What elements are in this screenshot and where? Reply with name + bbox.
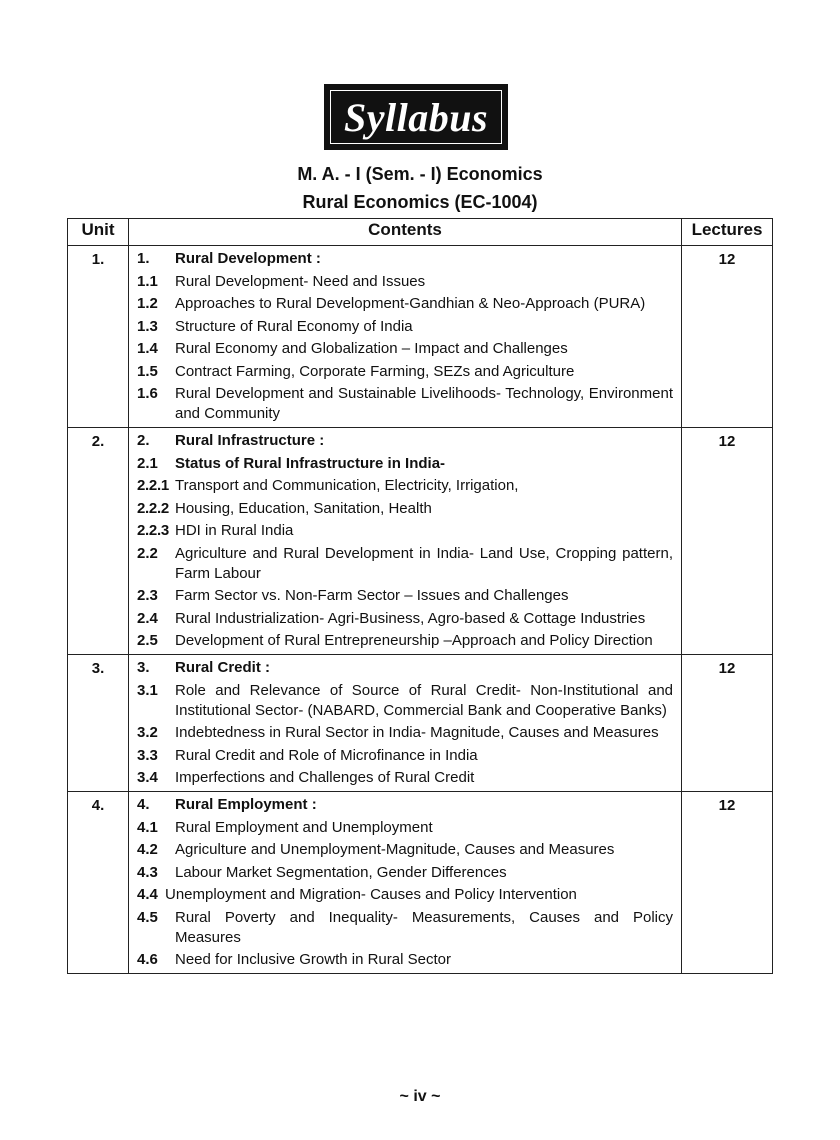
topic-number: 4.1	[137, 818, 158, 836]
topic-text: Approaches to Rural Development-Gandhian & Neo-Approach (PURA)	[175, 295, 646, 312]
header-unit: Unit	[68, 219, 129, 246]
topic-text: Need for Inclusive Growth in Rural Sector	[175, 951, 451, 968]
topic-item	[137, 681, 673, 721]
banner-title: Syllabus	[343, 94, 489, 140]
topic-text: Indebtedness in Rural Sector in India- Magnitude, Causes and Measures	[175, 724, 659, 741]
unit-contents	[129, 792, 682, 974]
topic-number: 2.4	[137, 609, 158, 627]
topic-heading	[137, 454, 673, 474]
topic-number: 1.1	[137, 272, 158, 290]
course-title: M. A. - I (Sem. - I) Economics	[297, 164, 543, 184]
unit-number: 4.	[68, 792, 129, 974]
topic-item	[137, 339, 673, 359]
topic-number: 2.2.1	[137, 477, 169, 494]
topic-item	[137, 885, 673, 905]
topic-number: 3.1	[137, 681, 158, 699]
table-row	[68, 792, 773, 974]
topic-number: 4.2	[137, 841, 158, 858]
syllabus-banner	[324, 84, 508, 150]
topic-item	[137, 362, 673, 382]
syllabus-table	[67, 218, 773, 974]
paper-title: Rural Economics (EC-1004)	[302, 192, 538, 212]
topic-text: Status of Rural Infrastructure in India-	[175, 454, 446, 472]
lecture-count: 12	[682, 428, 773, 655]
topic-text: Imperfections and Challenges of Rural Credit	[175, 769, 475, 786]
topic-text: Transport and Communication, Electricity, Irrigation,	[175, 477, 519, 494]
topic-item	[137, 908, 673, 948]
banner-frame	[330, 90, 502, 144]
topic-item	[137, 768, 673, 788]
topic-text: Rural Employment :	[175, 796, 317, 813]
topic-number: 4.3	[137, 863, 158, 881]
topic-item	[137, 544, 673, 584]
topic-number: 2.1	[137, 454, 158, 472]
lecture-count: 12	[682, 246, 773, 428]
topic-item	[137, 317, 673, 337]
topic-text: Structure of Rural Economy of India	[175, 317, 413, 335]
topic-number: 2.2.2	[137, 499, 169, 517]
topic-heading	[137, 431, 673, 451]
header-lectures: Lectures	[682, 219, 773, 246]
unit-contents	[129, 655, 682, 792]
topic-item	[137, 950, 673, 970]
topic-item	[137, 521, 673, 541]
topic-text: Rural Credit :	[175, 659, 271, 676]
topic-text: HDI in Rural India	[175, 522, 294, 539]
topic-number: 2.2	[137, 544, 158, 562]
topic-heading	[137, 658, 673, 678]
topic-text: Contract Farming, Corporate Farming, SEZs and Agriculture	[175, 362, 575, 380]
topic-number: 4.	[137, 796, 150, 813]
topic-text: Rural Infrastructure :	[175, 432, 325, 449]
topic-number: 4.4	[137, 886, 158, 903]
topic-number: 2.	[137, 432, 150, 449]
lecture-count: 12	[682, 792, 773, 974]
topic-item	[137, 840, 673, 860]
topic-text: Rural Development- Need and Issues	[175, 272, 426, 290]
topic-number: 3.2	[137, 724, 158, 741]
topic-heading	[137, 249, 673, 269]
topic-number: 1.2	[137, 295, 158, 312]
topic-text: Rural Employment and Unemployment	[175, 818, 433, 836]
topic-item	[137, 586, 673, 606]
topic-number: 3.3	[137, 746, 158, 764]
topic-text: Role and Relevance of Source of Rural Credit- Non-Institutional and Institutional Sector- (NABARD, Commercial Bank and Cooperative Banks)	[175, 681, 673, 719]
unit-number: 2.	[68, 428, 129, 655]
lecture-count: 12	[682, 655, 773, 792]
table-header-row	[68, 219, 773, 246]
topic-item	[137, 272, 673, 292]
topic-number: 4.5	[137, 908, 158, 926]
topic-number: 2.3	[137, 587, 158, 604]
topic-text: Rural Development :	[175, 250, 321, 267]
topic-text: Agriculture and Rural Development in India- Land Use, Cropping pattern, Farm Labour	[175, 544, 673, 582]
topic-text: Housing, Education, Sanitation, Health	[175, 499, 432, 517]
topic-item	[137, 863, 673, 883]
topic-text: Unemployment and Migration- Causes and Policy Intervention	[165, 886, 577, 903]
topic-text: Farm Sector vs. Non-Farm Sector – Issues and Challenges	[175, 587, 569, 604]
topic-number: 1.3	[137, 317, 158, 335]
table-row	[68, 428, 773, 655]
topic-item	[137, 631, 673, 651]
topic-number: 3.	[137, 659, 150, 676]
topic-text: Rural Economy and Globalization – Impact and Challenges	[175, 340, 568, 357]
topic-number: 2.2.3	[137, 522, 169, 539]
topic-text: Development of Rural Entrepreneurship –Approach and Policy Direction	[175, 632, 653, 649]
topic-number: 4.6	[137, 951, 158, 968]
topic-item	[137, 384, 673, 424]
topic-item	[137, 609, 673, 629]
topic-number: 3.4	[137, 769, 158, 786]
topic-number: 1.5	[137, 362, 158, 380]
topic-item	[137, 818, 673, 838]
topic-text: Rural Industrialization- Agri-Business, Agro-based & Cottage Industries	[175, 609, 646, 627]
topic-number: 2.5	[137, 632, 158, 649]
table-row	[68, 655, 773, 792]
header-contents: Contents	[129, 219, 682, 246]
unit-contents	[129, 246, 682, 428]
topic-text: Agriculture and Unemployment-Magnitude, Causes and Measures	[175, 841, 615, 858]
unit-number: 1.	[68, 246, 129, 428]
topic-item	[137, 294, 673, 314]
topic-text: Labour Market Segmentation, Gender Differences	[175, 863, 507, 881]
topic-text: Rural Development and Sustainable Livelihoods- Technology, Environment and Community	[175, 385, 673, 422]
topic-text: Rural Poverty and Inequality- Measurements, Causes and Policy Measures	[175, 908, 673, 946]
topic-item	[137, 746, 673, 766]
page-number: ~ iv ~	[399, 1088, 441, 1105]
topic-item	[137, 723, 673, 743]
topic-item	[137, 499, 673, 519]
table-row	[68, 246, 773, 428]
topic-heading	[137, 795, 673, 815]
unit-number: 3.	[68, 655, 129, 792]
topic-number: 1.6	[137, 385, 158, 402]
topic-text: Rural Credit and Role of Microfinance in India	[175, 746, 478, 764]
unit-contents	[129, 428, 682, 655]
topic-number: 1.	[137, 250, 150, 267]
topic-number: 1.4	[137, 340, 158, 357]
topic-item	[137, 476, 673, 496]
